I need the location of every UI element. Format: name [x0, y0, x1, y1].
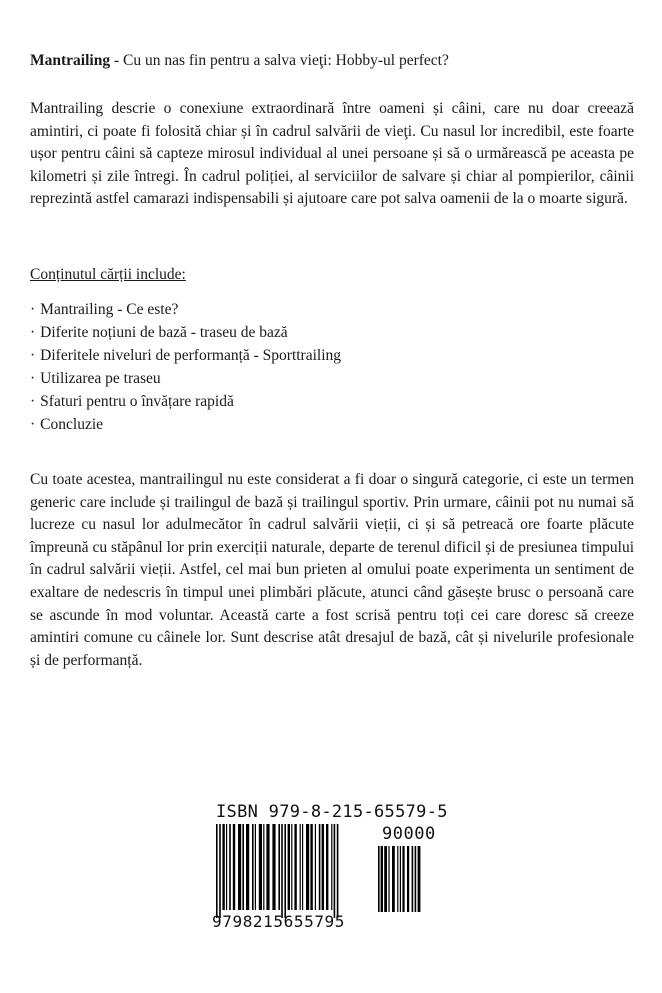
barcode-bar	[259, 824, 262, 910]
barcode-bar	[222, 824, 224, 910]
barcode-bar	[284, 824, 286, 918]
barcode-bar	[322, 824, 324, 910]
barcode-bar	[263, 824, 264, 910]
barcode-bar	[392, 846, 395, 912]
barcode-bar	[300, 824, 301, 910]
barcode-bar	[246, 824, 249, 910]
barcode-bar	[255, 824, 256, 910]
list-item: · Mantrailing - Ce este?	[30, 298, 341, 321]
barcode-bar	[415, 846, 417, 912]
barcode-bar	[337, 824, 339, 918]
list-item: · Concluzie	[30, 413, 341, 436]
barcode-bar	[378, 846, 380, 912]
blurb-title	[30, 50, 634, 72]
barcode-bar	[233, 824, 235, 910]
barcode-bar	[302, 824, 303, 910]
barcode-bar	[319, 824, 321, 910]
barcode-bar	[226, 824, 227, 910]
list-item: · Utilizarea pe traseu	[30, 367, 341, 390]
barcode-bar	[384, 846, 387, 912]
barcode-bar	[216, 824, 218, 918]
isbn-barcode	[210, 800, 460, 935]
blurb-title-bold: Mantrailing	[30, 52, 111, 69]
barcode-bar	[381, 846, 383, 912]
barcode-bar	[252, 824, 254, 910]
barcode-bar	[400, 846, 401, 912]
barcode-bar	[306, 824, 309, 910]
barcode-bar	[310, 824, 312, 910]
barcode-bar	[418, 846, 421, 912]
intro-paragraph: Mantrailing descrie o conexiune extraordinară între oameni și câini, care nu doar creează amintiri, ci poate fi folosită chiar și în cadrul salvării de vieţi. Cu nasul lor incredibil, este foarte ușor pentru câini să capteze mirosul individual al unei persoane și să o urmărească pe aceasta pe kilometri și zile întregi. În cadrul poliției, al serviciilor de salvare și chiar al pompierilor, câinii reprezintă astfel camarazi indispensabili și ajutoare care pot salva oamenii de la o moarte sigură.	[30, 100, 634, 207]
barcode-bar	[281, 824, 283, 918]
barcode-bar	[219, 824, 221, 918]
barcode-bar	[407, 846, 409, 912]
barcode-bar	[288, 824, 290, 910]
list-item: · Diferite noțiuni de bază - traseu de bază	[30, 321, 341, 344]
barcode-bar	[402, 846, 404, 912]
barcode-bar	[238, 824, 241, 910]
barcode-bar	[326, 824, 328, 910]
list-item: · Diferitele niveluri de performanță - Sporttrailing	[30, 344, 341, 367]
outro-paragraph: Cu toate acestea, mantrailingul nu este considerat a fi doar o singură categorie, ci este un termen generic care include și trailingul de bază și trailingul sportiv. Prin urmare, câinii pot nu numai să lucreze cu nasul lor adulmecător în cadrul salvării vieții, ci și să petreacă ore foarte plăcute împreună cu stăpânul lor prin exerciții naturale, departe de terenul dificil și de presiunea timpului în cadrul salvării vieții. Astfel, cel mai bun prieten al omului poate experimenta un sentiment de exaltare de nedescris în timpul unei plimbări plăcute, atunci când găsește brusc o persoană care se ascunde în mod voluntar. Această carte a fost scrisă pentru toți cei care doresc să creeze amintiri comune cu câinele lor. Sunt descrise atât dresajul de bază, cât și nivelurile profesionale și de performanță.	[30, 471, 634, 669]
list-item: · Sfaturi pentru o învățare rapidă	[30, 390, 341, 413]
blurb-title-rest: - Cu un nas fin pentru a salva vieţi: Hobby-ul perfect?	[110, 52, 449, 69]
barcode-main-digits: 9798215655795	[212, 912, 346, 931]
barcode-bar	[278, 824, 280, 910]
barcode-bar	[388, 846, 389, 912]
isbn-label: ISBN 979-8-215-65579-5	[216, 802, 448, 822]
contents-list	[30, 298, 341, 436]
barcode-bar	[412, 846, 414, 912]
barcode-bar	[291, 824, 292, 910]
barcode-bar	[331, 824, 332, 910]
barcode-bar	[334, 824, 336, 918]
barcode-bar	[266, 824, 269, 910]
barcode-bar	[294, 824, 296, 910]
barcode-bar	[242, 824, 244, 910]
barcode-bar	[315, 824, 316, 910]
barcode-bar	[397, 846, 398, 912]
barcode-bar	[272, 824, 275, 910]
barcode-addon-digits: 90000	[382, 824, 436, 844]
contents-heading: Conținutul cărții include:	[30, 266, 186, 283]
barcode-bar	[229, 824, 231, 910]
